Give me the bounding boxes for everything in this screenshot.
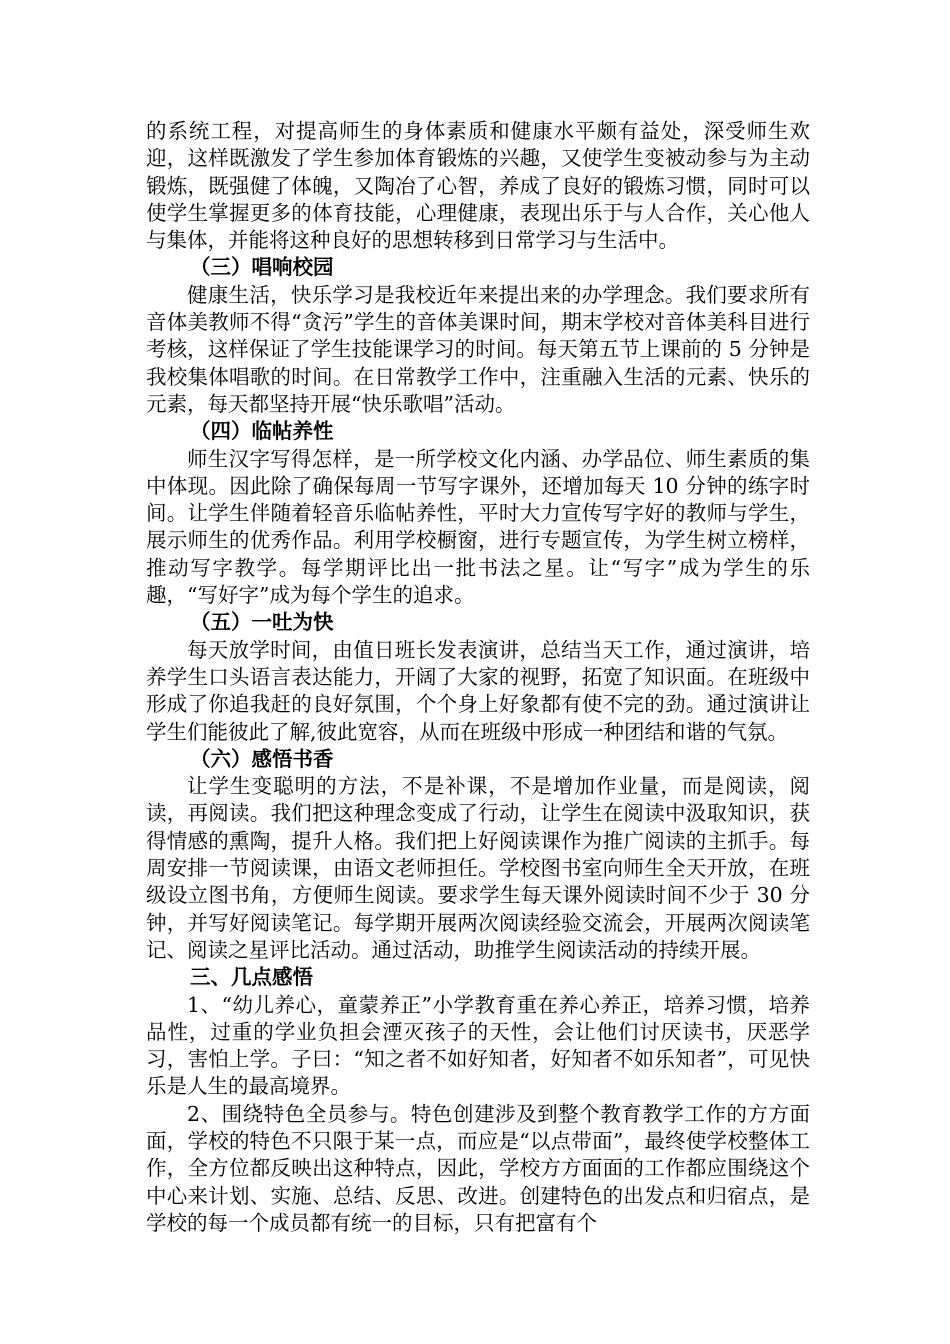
paragraph-reflection-1: 1、“幼儿养心，童蒙养正”小学教育重在养心养正，培养习惯，培养品性，过重的学业负担会湮灭孩子的天性，会让他们讨厌读书，厌恶学习，害怕上学。子曰：“知之者不如好知者，好知者不如乐知者”，可见快乐是人生的最高境界。 — [146, 992, 810, 1099]
heading-calligraphy: （四）临帖养性 — [190, 419, 334, 444]
paragraph-speech: 每天放学时间，由值日班长发表演讲，总结当天工作，通过演讲，培养学生口头语言表达能力，开阔了大家的视野，拓宽了知识面。在班级中形成了你追我赶的良好氛围，个个身上好象都有使不完的劲。通过演讲让学生们能彼此了解,彼此宽容，从而在班级中形成一种团结和谐的气氛。 — [146, 637, 810, 744]
heading-singing-campus: （三）唱响校园 — [190, 255, 334, 280]
paragraph-singing-campus: 健康生活，快乐学习是我校近年来提出来的办学理念。我们要求所有音体美教师不得“贪污”学生的音体美课时间，期末学校对音体美科目进行考核，这样保证了学生技能课学习的时间。每天第五节上课前的 5 分钟是我校集体唱歌的时间。在日常教学工作中，注重融入生活的元素、快乐的元素，每天都坚持开展“快乐歌唱”活动。 — [146, 282, 810, 416]
heading-reading: （六）感悟书香 — [190, 746, 334, 771]
paragraph-reflection-2: 2、围绕特色全员参与。特色创建涉及到整个教育教学工作的方方面面，学校的特色不只限于某一点，而应是“以点带面”，最终使学校整体工作，全方位都反映出这种特点，因此，学校方方面面的工作都应围绕这个中心来计划、实施、总结、反思、改进。创建特色的出发点和归宿点，是学校的每一个成员都有统一的目标，只有把富有个 — [146, 1101, 810, 1235]
heading-reflections: 三、几点感悟 — [190, 965, 313, 990]
heading-speech: （五）一吐为快 — [190, 610, 334, 635]
paragraph-physical-exercise-end: 的系统工程，对提高师生的身体素质和健康水平颇有益处，深受师生欢迎，这样既激发了学生参加体育锻炼的兴趣，又使学生变被动参与为主动锻炼，既强健了体魄，又陶冶了心智，养成了良好的锻炼习惯，同时可以使学生掌握更多的体育技能，心理健康，表现出乐于与人合作，关心他人与集体，并能将这种良好的思想转移到日常学习与生活中。 — [146, 119, 810, 253]
document-page — [146, 118, 810, 1237]
paragraph-reading: 让学生变聪明的方法，不是补课，不是增加作业量，而是阅读，阅读，再阅读。我们把这种理念变成了行动，让学生在阅读中汲取知识，获得情感的熏陶，提升人格。我们把上好阅读课作为推广阅读的主抓手。每周安排一节阅读课，由语文老师担任。学校图书室向师生全天开放，在班级设立图书角，方便师生阅读。要求学生每天课外阅读时间不少于 30 分钟，并写好阅读笔记。每学期开展两次阅读经验交流会，开展两次阅读笔记、阅读之星评比活动。通过活动，助推学生阅读活动的持续开展。 — [146, 774, 810, 962]
paragraph-calligraphy: 师生汉字写得怎样，是一所学校文化内涵、办学品位、师生素质的集中体现。因此除了确保每周一节写字课外，还增加每天 10 分钟的练字时间。让学生伴随着轻音乐临帖养性，平时大力宣传写字好的教师与学生，展示师生的优秀作品。利用学校橱窗，进行专题宣传，为学生树立榜样，推动写字教学。每学期评比出一批书法之星。让“写字”成为学生的乐趣，“写好字”成为每个学生的追求。 — [146, 446, 810, 608]
